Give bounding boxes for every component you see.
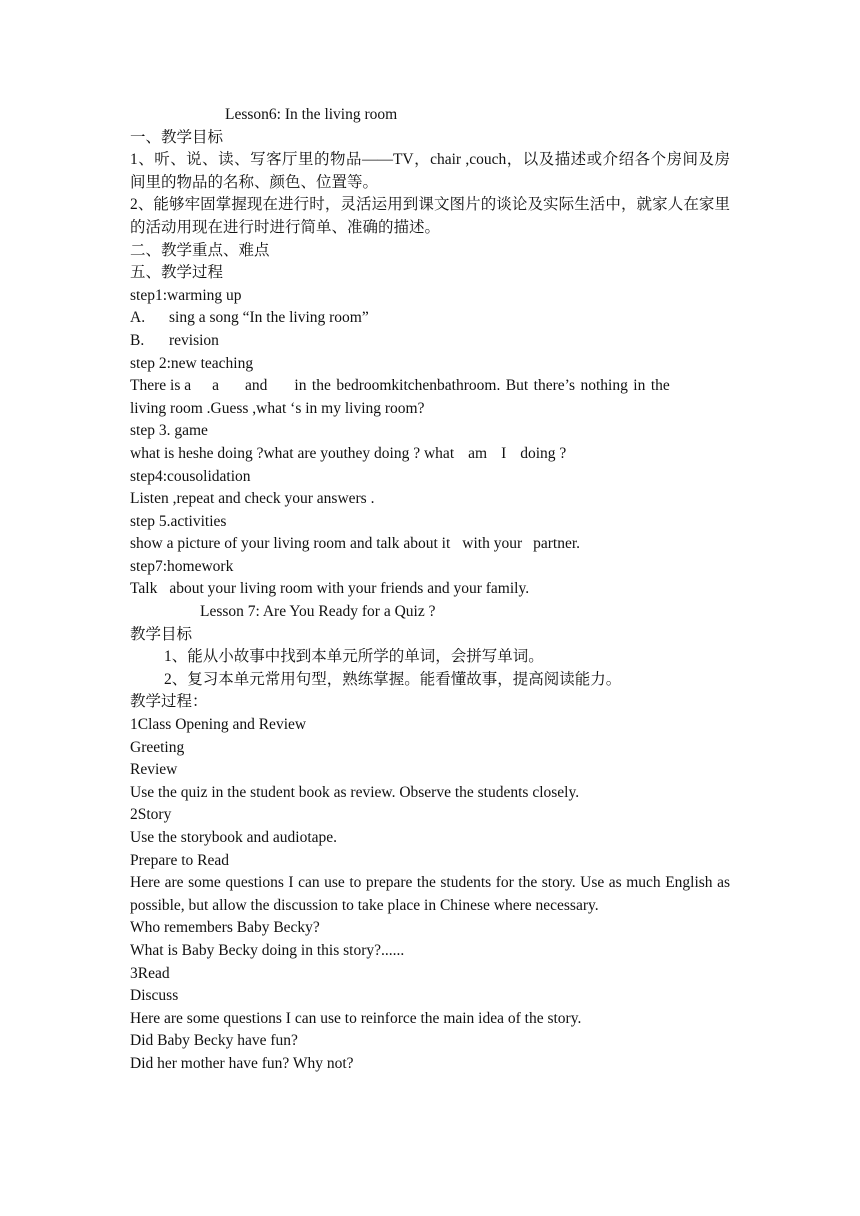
- step7-text-talk: Talk: [130, 580, 158, 598]
- step2-a-text: a: [212, 377, 219, 395]
- lesson7-objectives-heading: 教学目标: [130, 625, 193, 643]
- step1-item-a-text: sing a song “In the living room”: [169, 309, 369, 327]
- lesson7-prepare-heading: Prepare to Read: [130, 851, 229, 869]
- lesson7-question-2: What is Baby Becky doing in this story?......: [130, 941, 405, 959]
- step7-text: [130, 578, 730, 601]
- step1-heading: step1:warming up: [130, 286, 242, 304]
- lesson6-goal-2: 2、能够牢固掌握现在进行时，灵活运用到课文图片的谈论及实际生活中，就家人在家里的活动用现在进行时进行简单、准确的描述。: [130, 196, 730, 236]
- lesson6-goal-1: 1、听、说、读、写客厅里的物品——TV，chair ,couch，以及描述或介绍各个房间及房间里的物品的名称、颜色、位置等。: [130, 151, 730, 191]
- lesson7-part-2: 2Story: [130, 806, 172, 824]
- lesson7-question-1: Who remembers Baby Becky?: [130, 919, 320, 937]
- document-page: [130, 104, 730, 1076]
- step4-heading: step4:cousolidation: [130, 467, 251, 485]
- step1-item-a-marker: A.: [130, 309, 146, 327]
- step2-text-line-2: living room .Guess ,what ‘s in my living room?: [130, 399, 425, 417]
- lesson7-objective-2: 2、复习本单元常用句型，熟练掌握。能看懂故事，提高阅读能力。: [164, 670, 622, 688]
- lesson7-question-4: Did her mother have fun? Why not?: [130, 1054, 354, 1072]
- step7-heading: step7:homework: [130, 557, 234, 575]
- lesson7-part-1: 1Class Opening and Review: [130, 716, 307, 734]
- lesson6-section-process: 五、教学过程: [130, 264, 224, 282]
- step4-text: Listen ,repeat and check your answers .: [130, 490, 375, 508]
- step5-heading: step 5.activities: [130, 512, 227, 530]
- step3-text-doing: doing ?: [520, 444, 567, 462]
- lesson7-prepare-text: Here are some questions I can use to prepare the students for the story. Use as much English as possible, but allow the discussion to take place in Chinese where necessary.: [130, 874, 730, 914]
- lesson6-title: Lesson6: In the living room: [225, 106, 398, 123]
- step5-text-partner: partner.: [533, 535, 581, 553]
- step5-text-with: with your: [462, 535, 523, 553]
- step7-text-main: about your living room with your friends and your family.: [169, 580, 530, 598]
- step1-item-b-text: revision: [169, 331, 219, 349]
- step2-and-text: and: [245, 377, 268, 395]
- step1-item-a: [130, 307, 730, 330]
- step2-there-is: [130, 375, 670, 398]
- step1-item-b: [130, 330, 730, 353]
- step3-text: [130, 443, 730, 466]
- lesson7-discuss-heading: Discuss: [130, 987, 179, 1005]
- lesson7-greeting: Greeting: [130, 738, 185, 756]
- step2-rest-text: in the bedroomkitchenbathroom. But there’s nothing in the: [294, 377, 670, 395]
- step2-there-text: There is a: [130, 377, 192, 395]
- lesson7-discuss-text: Here are some questions I can use to reinforce the main idea of the story.: [130, 1009, 582, 1027]
- lesson6-section-key-points: 二、教学重点、难点: [130, 241, 270, 259]
- lesson7-title: Lesson 7: Are You Ready for a Quiz ?: [200, 603, 436, 621]
- step2-text-line-1: [130, 375, 730, 398]
- step5-text: [130, 533, 730, 556]
- step3-text-main: what is heshe doing ?what are youthey doing ? what: [130, 444, 455, 462]
- step1-item-b-marker: B.: [130, 331, 145, 349]
- step2-heading: step 2:new teaching: [130, 354, 254, 372]
- lesson7-question-3: Did Baby Becky have fun?: [130, 1032, 298, 1050]
- step3-text-i: I: [501, 444, 507, 462]
- lesson7-review-text: Use the quiz in the student book as review. Observe the students closely.: [130, 783, 580, 801]
- step3-text-am: am: [468, 444, 488, 462]
- lesson7-part-3: 3Read: [130, 964, 170, 982]
- lesson7-story-text: Use the storybook and audiotape.: [130, 829, 338, 846]
- step3-heading: step 3. game: [130, 422, 208, 440]
- lesson7-process-heading: 教学过程：: [130, 693, 208, 711]
- lesson6-section-objectives: 一、教学目标: [130, 128, 224, 146]
- lesson7-review: Review: [130, 761, 178, 779]
- lesson7-objective-1: 1、能从小故事中找到本单元所学的单词，会拼写单词。: [164, 648, 544, 666]
- step5-text-main: show a picture of your living room and talk about it: [130, 535, 451, 553]
